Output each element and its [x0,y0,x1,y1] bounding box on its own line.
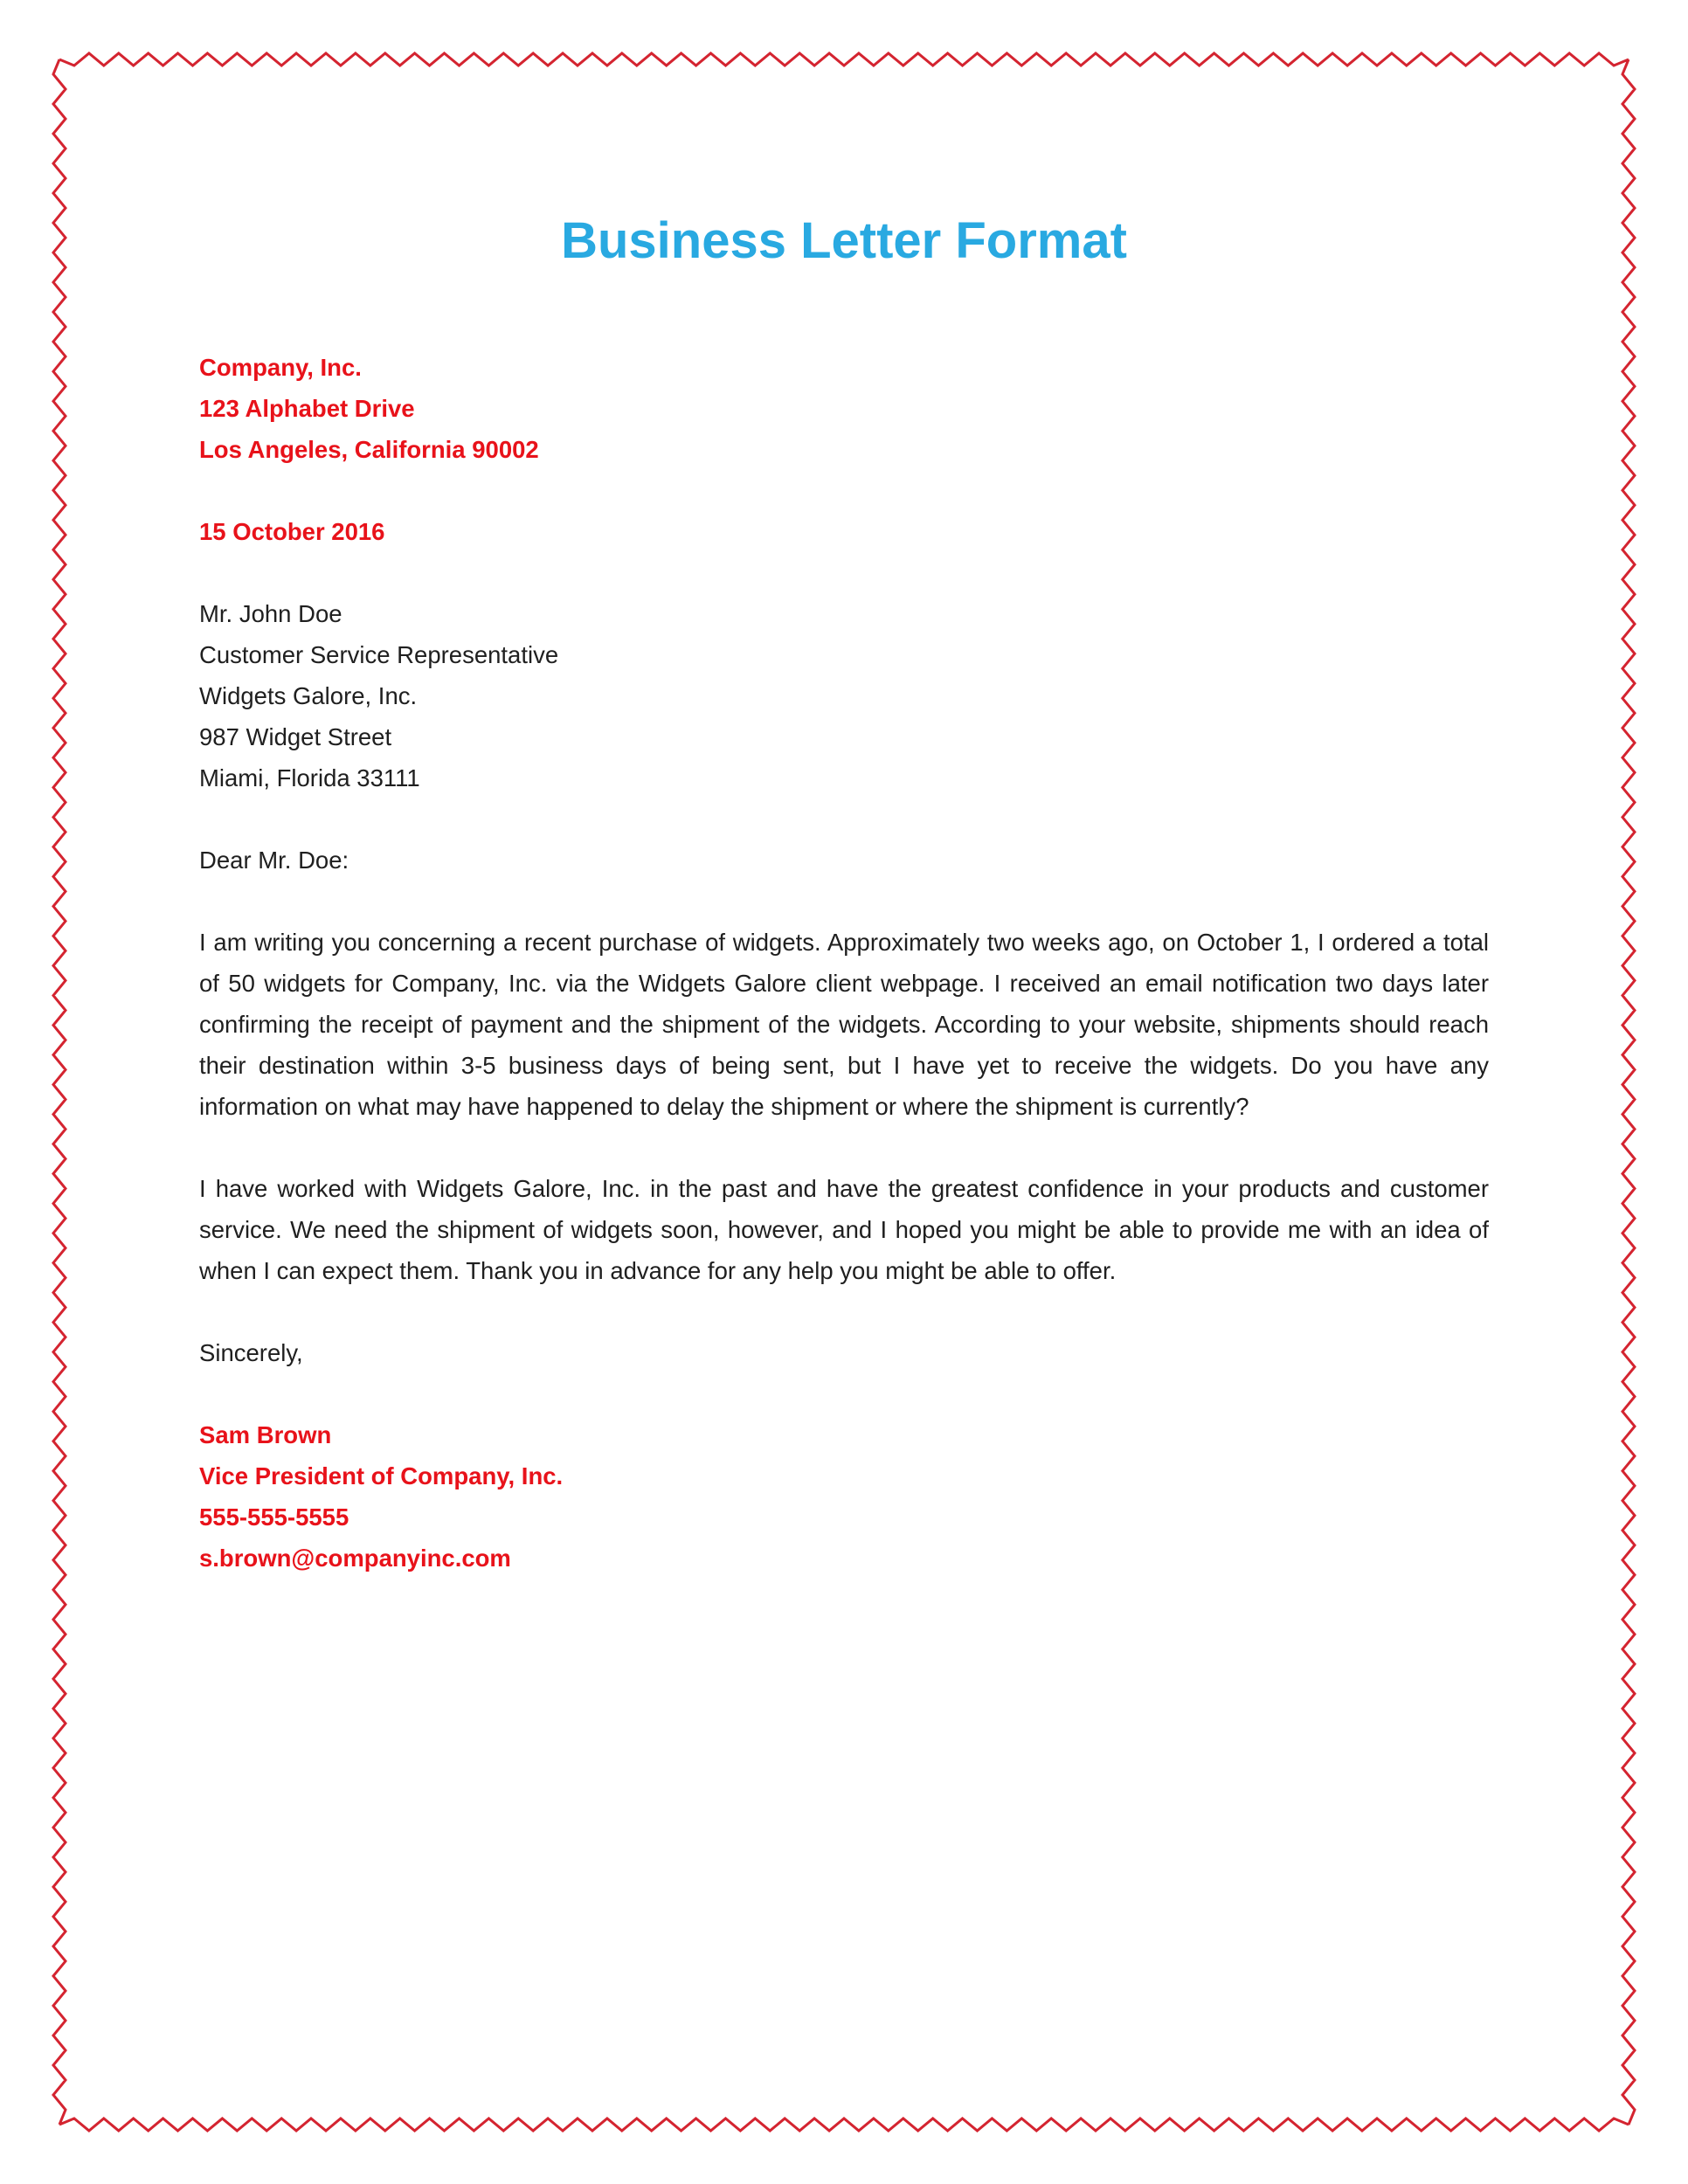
body-paragraph-1: I am writing you concerning a recent purchase of widgets. Approximately two weeks ago, on October 1, I ordered a total of 50 widgets for Company, Inc. via the Widgets Galore client webpage. I received an email notification two days later confirming the receipt of payment and the shipment of the widgets. According to your website, shipments should reach their destination within 3-5 business days of being sent, but I have yet to receive the widgets. Do you have any information on what may have happened to delay the shipment or where the shipment is currently? [199,929,1489,1120]
recipient-role: Customer Service Representative [199,641,559,668]
page-title: Business Letter Format [561,212,1127,269]
date-block [199,511,1489,552]
recipient-name: Mr. John Doe [199,600,342,627]
body-paragraph-2: I have worked with Widgets Galore, Inc. in the past and have the greatest confidence in your products and customer service. We need the shipment of widgets soon, however, and I hoped you might be able to provide me with an idea of when I can expect them. Thank you in advance for any help you might be able to offer. [199,1175,1489,1284]
salutation [199,840,1489,881]
recipient-street: 987 Widget Street [199,723,392,750]
recipient-company: Widgets Galore, Inc. [199,682,418,709]
signature-block [199,1414,1489,1579]
sender-company: Company, Inc. [199,354,362,381]
signature-phone: 555-555-5555 [199,1503,349,1531]
signature-title: Vice President of Company, Inc. [199,1462,564,1489]
recipient-city: Miami, Florida 33111 [199,764,420,791]
closing [199,1332,1489,1373]
sender-street: 123 Alphabet Drive [199,395,415,422]
sender-address-block [199,347,1489,470]
letter-content [199,211,1489,1579]
salutation-text: Dear Mr. Doe: [199,847,349,874]
recipient-address-block [199,593,1489,798]
letter-date: 15 October 2016 [199,518,385,545]
closing-text: Sincerely, [199,1339,303,1366]
sender-city: Los Angeles, California 90002 [199,436,539,463]
signature-email: s.brown@companyinc.com [199,1545,511,1572]
signature-name: Sam Brown [199,1421,332,1448]
